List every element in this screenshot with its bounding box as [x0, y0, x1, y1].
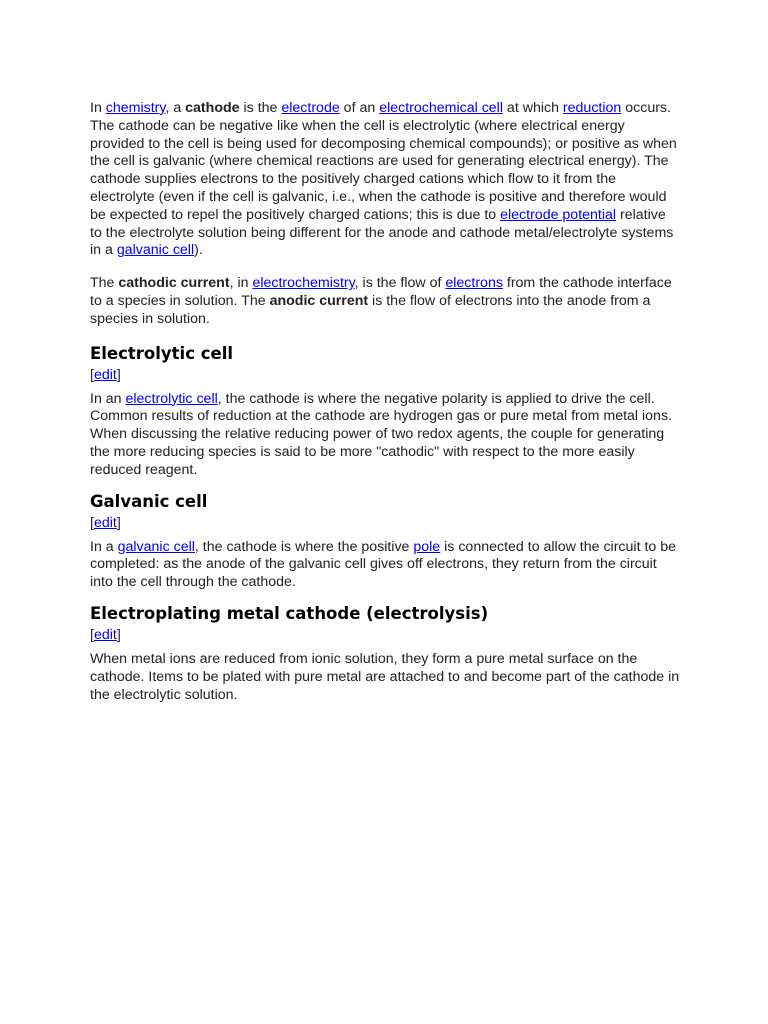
edit-link[interactable]: edit	[93, 366, 117, 383]
text-run: In	[90, 100, 106, 116]
link-chemistry[interactable]: chemistry	[105, 100, 166, 116]
text-run: , a	[165, 100, 186, 116]
text-run: , the cathode is where the positive	[194, 538, 414, 555]
text-run: The	[90, 275, 119, 292]
text-run: , the cathode is where the negative polarity is applied to drive the cell. Common results of reduction at the cathode are hydrogen gas or pure metal from metal ions. When discussing the relative reducing power of two redox agents, the couple for generating the more reducing species is said to be more "cathodic" with respect to the more easily reduced reagent.	[90, 390, 672, 478]
text-run: is the flow of electrons into the anode from a species in solution.	[90, 292, 651, 327]
link-electrochemical-cell[interactable]: electrochemical cell	[379, 100, 503, 116]
section-electrolytic-cell	[90, 344, 680, 480]
bracket: [	[90, 514, 94, 531]
text-run: from the cathode interface to a species in solution. The	[90, 275, 672, 309]
link-electrons[interactable]: electrons	[445, 275, 503, 292]
section-heading: Galvanic cell	[90, 491, 208, 511]
article-body	[90, 100, 680, 716]
intro-paragraph-1	[90, 100, 680, 260]
bracket: ]	[116, 366, 121, 383]
edit-section-link	[90, 514, 680, 532]
link-electrochemistry[interactable]: electrochemistry	[252, 275, 355, 292]
text-run: of an	[339, 100, 380, 116]
text-run: When metal ions are reduced from ionic solution, they form a pure metal surface on the cathode. Items to be plated with pure metal are attached to and become part of the cathode in the electrolytic solution.	[90, 650, 680, 703]
term-cathodic-current: cathodic current	[118, 275, 230, 292]
section-galvanic-cell	[90, 492, 680, 592]
section-paragraph	[90, 651, 680, 704]
text-run: is connected to allow the circuit to be completed: as the anode of the galvanic cell gives off electrons, they return from the circuit into the cell through the cathode.	[90, 538, 677, 591]
edit-link[interactable]: edit	[93, 626, 117, 643]
text-run: at which	[502, 100, 563, 116]
link-pole[interactable]: pole	[413, 538, 441, 555]
link-reduction[interactable]: reduction	[562, 100, 622, 116]
bracket: [	[90, 366, 94, 383]
text-run: In an	[90, 390, 126, 407]
text-run: occurs. The cathode can be negative like when the cell is electrolytic (where electrical energy provided to the cell is being used for decomposing chemical compounds); or positive as when the cell is galvanic (where chemical reactions are used for generating electrical energy). The cathode supplies electrons to the positively charged cations which flow to it from the electrolyte (even if the cell is galvanic, i.e., when the cathode is positive and therefore would be expected to repel the positively charged cations; this is due to	[90, 100, 677, 223]
intro-paragraph-2	[90, 275, 680, 328]
link-galvanic-cell[interactable]: galvanic cell	[116, 242, 195, 259]
edit-section-link	[90, 366, 680, 384]
text-run: , is the flow of	[354, 275, 446, 292]
text-run: ).	[194, 242, 203, 259]
bracket: ]	[116, 514, 121, 531]
edit-link[interactable]: edit	[93, 514, 117, 531]
section-heading: Electrolytic cell	[90, 343, 234, 363]
text-run: , in	[229, 275, 253, 292]
link-galvanic-cell[interactable]: galvanic cell	[117, 538, 195, 555]
section-paragraph	[90, 539, 680, 592]
link-electrode-potential[interactable]: electrode potential	[500, 206, 617, 223]
bracket: ]	[116, 626, 121, 643]
link-electrode[interactable]: electrode	[281, 100, 340, 116]
text-run: relative to the electrolyte solution being different for the anode and cathode metal/electrolyte systems in a	[90, 206, 674, 259]
text-run: In a	[90, 538, 118, 555]
section-heading: Electroplating metal cathode (electrolysis)	[90, 603, 489, 623]
bracket: [	[90, 626, 94, 643]
section-paragraph	[90, 391, 680, 480]
edit-section-link	[90, 626, 680, 644]
section-electroplating	[90, 604, 680, 704]
term-cathode: cathode	[185, 100, 240, 116]
term-anodic-current: anodic current	[269, 292, 369, 309]
text-run: is the	[239, 100, 282, 116]
link-electrolytic-cell[interactable]: electrolytic cell	[125, 390, 218, 407]
